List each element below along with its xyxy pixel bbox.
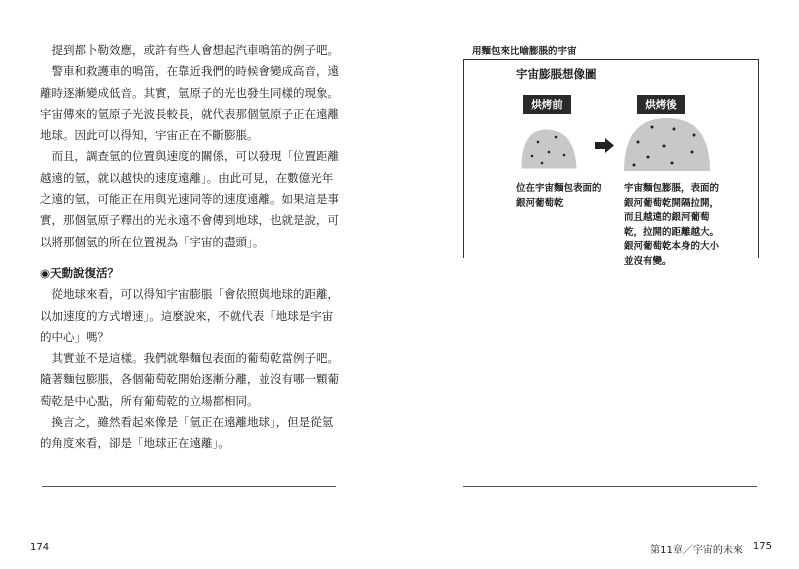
- paragraph: 而且，調查氫的位置與速度的關係，可以發現「位置距離越遠的氫，就以越快的速度遠離」。由此可見，在數億光年之遠的氫，可能正在用與光速同等的速度遠離。如果這是事實，那個氫原子釋出的光永遠不會傳到地球，也就是說，可以將那個氫的所在位置視為「宇宙的盡頭」。: [40, 149, 339, 249]
- figure-caption: 用麵包來比喻膨脹的宇宙: [472, 46, 577, 57]
- figure-title: 宇宙膨脹想像圖: [516, 67, 597, 81]
- description-after: 宇宙麵包膨脹，表面的銀河葡萄乾開隔拉開，而且越遠的銀河葡萄乾，拉開的距離越大。銀河葡萄乾本身的大小並沒有變。: [624, 183, 720, 267]
- paragraph: 提到都卜勒效應，或許有些人會想起汽車鳴笛的例子吧。: [51, 43, 339, 57]
- page-number: 175: [752, 541, 772, 552]
- paragraph: 換言之，雖然看起來像是「氫正在遠離地球」，但是從氫的角度來看，卻是「地球正在遠離」。: [40, 415, 334, 451]
- tag-after-baking: 烘烤後: [637, 95, 685, 114]
- footer: [650, 541, 772, 556]
- footer-rule: [463, 486, 757, 487]
- arrow-right-icon: [595, 138, 614, 153]
- bread-after-icon: [624, 118, 710, 171]
- paragraph: 其實並不是這樣。我們就舉麵包表面的葡萄乾當例子吧。隨著麵包膨脹，各個葡萄乾開始逐漸分離，並沒有哪一顆葡萄乾是中心點，所有葡萄乾的立場都相同。: [40, 351, 339, 408]
- description-before: 位在宇宙麵包表面的銀河葡萄乾: [516, 183, 602, 209]
- figure-frame: [463, 59, 759, 267]
- left-body-text: [40, 40, 340, 455]
- page-number: 174: [30, 542, 50, 553]
- tag-before-baking: 烘烤前: [523, 95, 571, 114]
- bread-before-icon: [522, 130, 576, 168]
- right-page: [400, 0, 799, 569]
- paragraph: 從地球來看，可以得知宇宙膨脹「會依照與地球的距離，以加速度的方式增速」。這麼說來，不就代表「地球是宇宙的中心」嗎？: [40, 287, 339, 344]
- footer-rule: [42, 486, 336, 487]
- section-heading: ◉天動說復活？: [40, 265, 120, 280]
- paragraph: 警車和救護車的鳴笛，在靠近我們的時候會變成高音，遠離時逐漸變成低音。其實，氫原子的光也發生同樣的現象。宇宙傳來的氫原子光波長較長，就代表那個氫原子正在遠離地球。因此可以得知，宇宙正在不斷膨脹。: [40, 64, 339, 143]
- chapter-title: 第11章／宇宙的未來: [650, 545, 743, 556]
